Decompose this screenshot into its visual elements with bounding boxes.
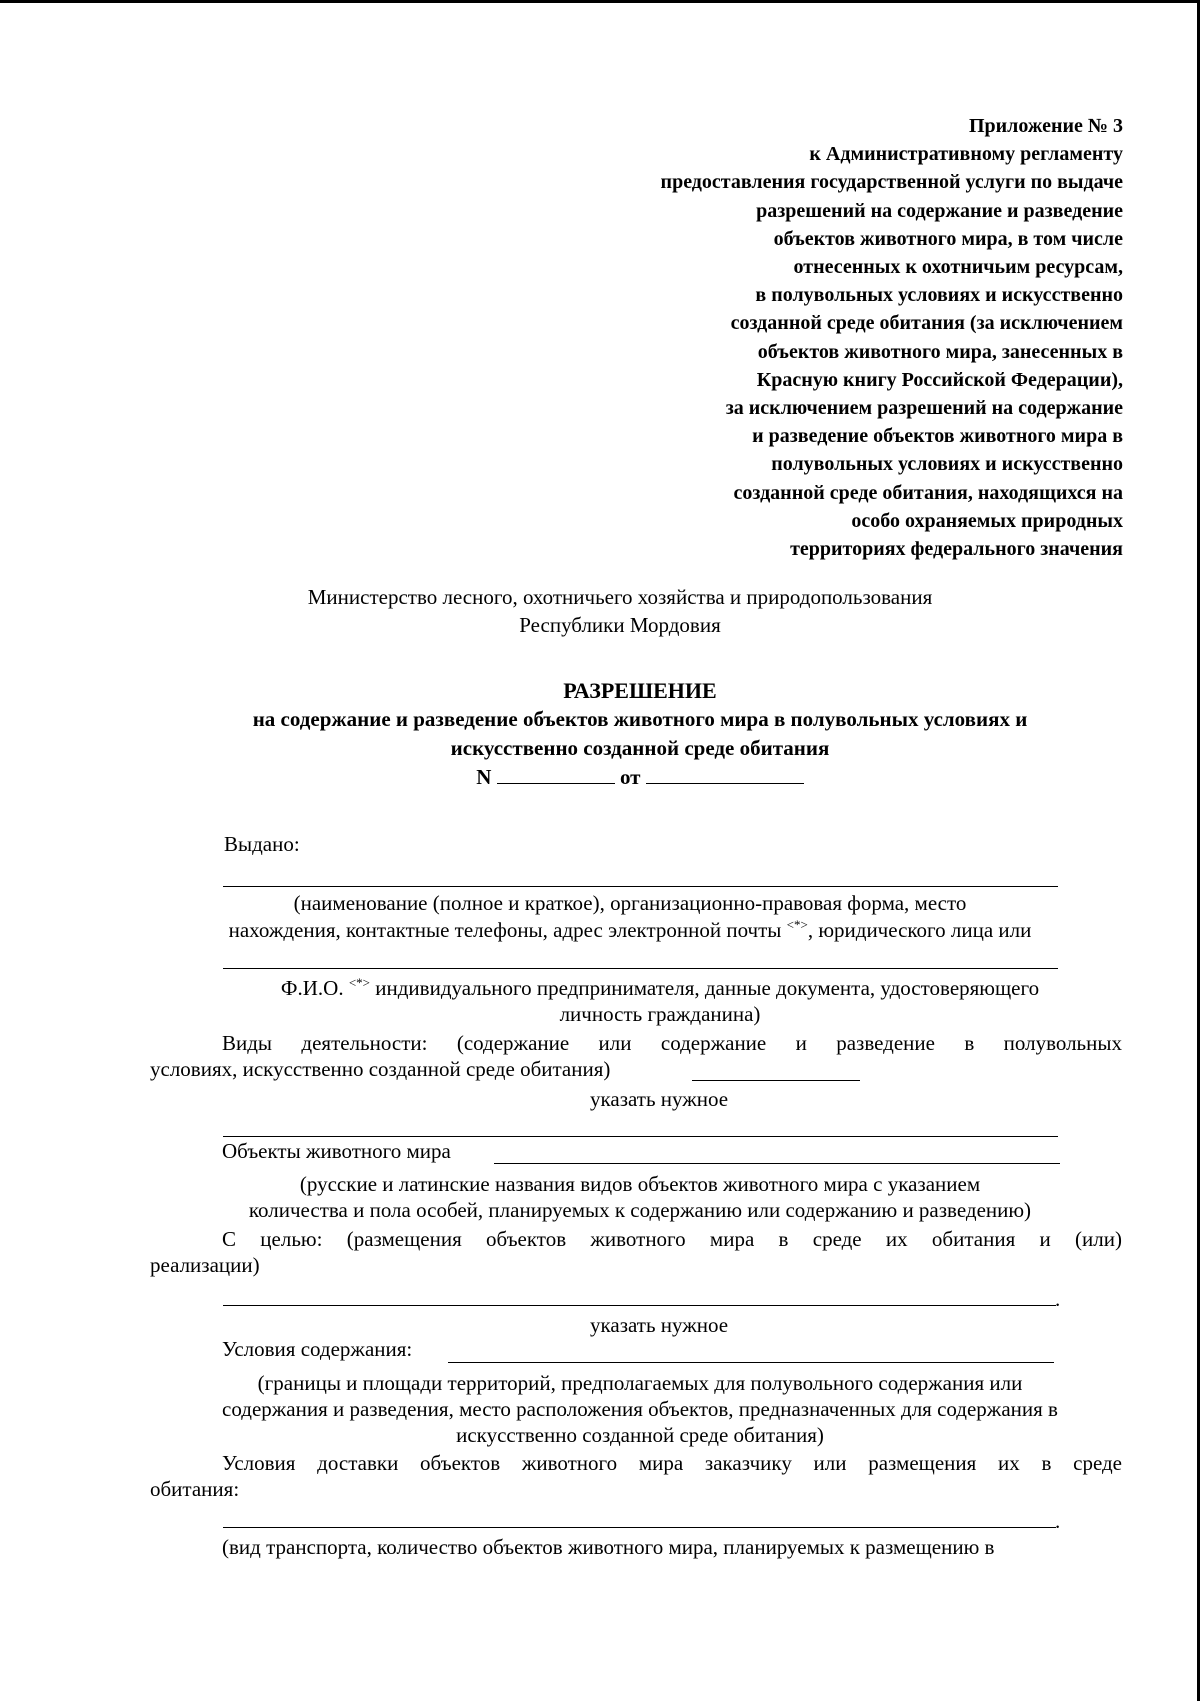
appendix-line: в полувольных условиях и искусственно — [755, 284, 1123, 307]
ministry-line-1: Министерство лесного, охотничьего хозяйства и природопользования — [307, 585, 933, 609]
document-title — [120, 676, 1160, 792]
appendix-line: объектов животного мира, занесенных в — [757, 340, 1123, 363]
purpose-period: . — [1055, 1287, 1061, 1311]
issued-org-field[interactable] — [223, 886, 1058, 887]
delivery-field[interactable] — [223, 1527, 1056, 1528]
activity-line-1: Виды деятельности: (содержание или содержание и разведение в полувольных — [222, 1031, 1122, 1055]
activity-extra-field[interactable] — [223, 1136, 1058, 1137]
date-label: от — [619, 765, 641, 789]
specify-hint: указать нужное — [590, 1087, 729, 1111]
appendix-line: территориях федерального значения — [790, 538, 1123, 561]
delivery-line-2: обитания: — [150, 1477, 240, 1501]
purpose-line-1: С целью: (размещения объектов животного мира в среде их обитания и (или) — [222, 1227, 1122, 1251]
conditions-hint-line-3: искусственно созданной среде обитания) — [456, 1423, 824, 1447]
hint-org-line-1: (наименование (полное и краткое), организационно-правовая форма, место — [293, 891, 967, 915]
conditions-field[interactable] — [448, 1362, 1054, 1363]
delivery-period: . — [1055, 1509, 1061, 1533]
issued-person-field[interactable] — [223, 968, 1058, 969]
delivery-line-1: Условия доставки объектов животного мира заказчику или размещения их в среде — [222, 1451, 1122, 1475]
number-label: N — [476, 765, 492, 789]
number-field[interactable] — [497, 763, 615, 784]
transport-hint: (вид транспорта, количество объектов животного мира, планируемых к размещению в — [222, 1535, 995, 1559]
title-line-2: искусственно созданной среде обитания — [450, 736, 830, 760]
appendix-line: отнесенных к охотничьим ресурсам, — [793, 256, 1123, 279]
appendix-line: разрешений на содержание и разведение — [756, 199, 1123, 222]
objects-label: Объекты животного мира — [222, 1139, 451, 1163]
objects-hint-line-2: количества и пола особей, планируемых к содержанию или содержанию и разведению) — [248, 1198, 1032, 1222]
appendix-line: к Административному регламенту — [809, 143, 1123, 166]
title-word: РАЗРЕШЕНИЕ — [563, 678, 717, 703]
hint-person-line-2: личность гражданина) — [559, 1002, 761, 1026]
date-field[interactable] — [646, 763, 804, 784]
conditions-hint-line-2: содержания и разведения, место расположения объектов, предназначенных для содержания в — [222, 1397, 1058, 1421]
specify-hint: указать нужное — [590, 1313, 729, 1337]
conditions-hint-line-1: (границы и площади территорий, предполагаемых для полувольного содержания или — [257, 1371, 1023, 1395]
appendix-line: предоставления государственной услуги по выдаче — [660, 171, 1123, 194]
appendix-line: и разведение объектов животного мира в — [752, 425, 1123, 448]
footnote-mark: <*> — [786, 917, 808, 932]
issued-label: Выдано: — [224, 832, 300, 856]
appendix-line: объектов животного мира, в том числе — [773, 227, 1123, 250]
conditions-label: Условия содержания: — [222, 1337, 413, 1361]
title-line-1: на содержание и разведение объектов животного мира в полувольных условиях и — [252, 707, 1028, 731]
appendix-line: созданной среде обитания, находящихся на — [733, 481, 1123, 504]
appendix-line: Приложение № 3 — [968, 115, 1123, 137]
activity-line-2: условиях, искусственно созданной среде обитания) — [150, 1057, 611, 1081]
appendix-header — [483, 112, 1123, 563]
purpose-field[interactable] — [223, 1305, 1056, 1306]
appendix-line: созданной среде обитания (за исключением — [730, 312, 1123, 335]
objects-field[interactable] — [494, 1163, 1060, 1164]
footnote-mark: <*> — [348, 975, 371, 990]
appendix-line: Красную книгу Российской Федерации), — [756, 368, 1123, 391]
number-date-line — [120, 763, 1160, 792]
ministry-line-2: Республики Мордовия — [519, 613, 721, 637]
hint-org-line-2: нахождения, контактные телефоны, адрес электронной почты <*>, юридического лица или — [228, 917, 1032, 942]
scan-edge-top — [0, 0, 1200, 3]
appendix-line: полувольных условиях и искусственно — [771, 453, 1123, 476]
ministry-name — [170, 583, 1070, 639]
purpose-line-2: реализации) — [150, 1253, 260, 1277]
hint-person-line-1: Ф.И.О. <*> индивидуального предпринимателя, данные документа, удостоверяющего — [280, 975, 1040, 1000]
appendix-line: за исключением разрешений на содержание — [725, 397, 1123, 420]
activity-field[interactable] — [692, 1080, 860, 1081]
appendix-line: особо охраняемых природных — [851, 509, 1123, 532]
objects-hint-line-1: (русские и латинские названия видов объектов животного мира с указанием — [299, 1172, 981, 1196]
